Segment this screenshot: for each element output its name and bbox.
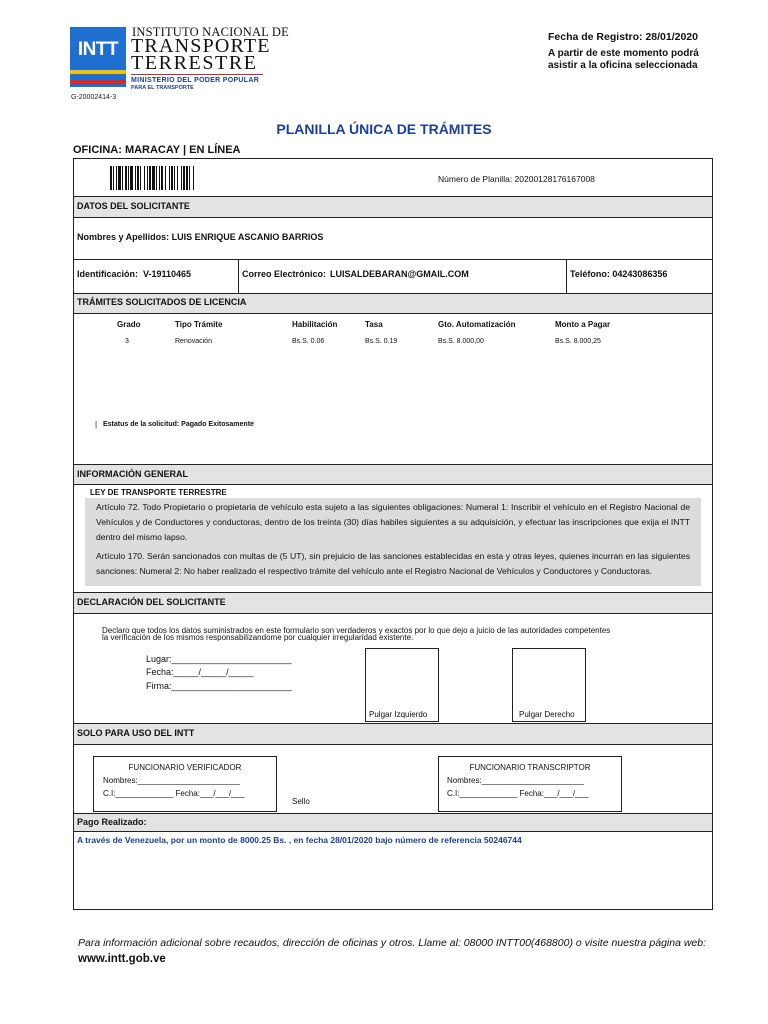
- fecha-field[interactable]: Fecha:_____/_____/_____: [146, 667, 254, 677]
- estatus-separator: |: [95, 420, 98, 429]
- cell-automatizacion: Bs.S. 8.000,00: [438, 338, 484, 345]
- col-habilitacion: Habilitación: [292, 320, 338, 329]
- verificador-nombres: Nombres:_______________________: [103, 776, 241, 785]
- section-tramites: TRÁMITES SOLICITADOS DE LICENCIA: [77, 297, 247, 307]
- aviso-oficina: A partir de este momento podrá asistir a la oficina seleccionada: [548, 48, 699, 71]
- transcriptor-ci-fecha: C.I:_____________ Fecha:___/___/___: [447, 789, 589, 798]
- section-declaracion: DECLARACIÓN DEL SOLICITANTE: [77, 597, 226, 607]
- sello-label: Sello: [292, 797, 310, 806]
- lugar-field[interactable]: Lugar:________________________: [146, 654, 292, 664]
- section-datos-solicitante: DATOS DEL SOLICITANTE: [77, 201, 190, 211]
- section-bar: [74, 814, 712, 831]
- telefono: Teléfono: 04243086356: [570, 269, 668, 279]
- col-tipo-tramite: Tipo Trámite: [175, 320, 223, 329]
- intt-logo-mark: INTT: [70, 27, 126, 87]
- logo-divider: [131, 74, 263, 75]
- fecha-registro: Fecha de Registro: 28/01/2020: [548, 31, 698, 43]
- correo-label: Correo Electrónico:: [242, 269, 327, 279]
- numero-planilla: Número de Planilla: 20200128176167008: [438, 174, 595, 184]
- divider: [73, 831, 713, 832]
- cell-tasa: Bs.S. 0.19: [365, 338, 398, 345]
- legal-text-box: [85, 498, 701, 586]
- funcionario-verificador-box: [93, 756, 277, 812]
- rif-code: G-20002414-3: [71, 94, 117, 101]
- logo-line-2: TRANSPORTE: [131, 35, 271, 57]
- identificacion-label: Identificación:: [77, 269, 139, 279]
- divider: [73, 313, 713, 314]
- declaracion-texto-2: la verificación de los mismos responsabilizandome por cualquier irregularidad existente.: [102, 633, 414, 642]
- section-pago: Pago Realizado:: [77, 817, 147, 827]
- cell-monto: Bs.S. 8.000,25: [555, 338, 601, 345]
- col-grado: Grado: [117, 320, 141, 329]
- logo-line-3: TERRESTRE: [131, 52, 258, 74]
- logo-transporte: PARA EL TRANSPORTE: [131, 85, 194, 91]
- col-monto: Monto a Pagar: [555, 320, 611, 329]
- section-informacion-general: INFORMACIÓN GENERAL: [77, 469, 188, 479]
- divider: [566, 259, 567, 293]
- pago-detalle: A través de Venezuela, por un monto de 8000.25 Bs. , en fecha 28/01/2020 bajo número de referencia 50246744: [77, 835, 522, 845]
- logo-line-1: INSTITUTO NACIONAL DE: [132, 25, 289, 39]
- logo-ministerio: MINISTERIO DEL PODER POPULAR: [131, 77, 260, 84]
- flag-stripes-icon: [70, 70, 126, 86]
- transcriptor-nombres: Nombres:_______________________: [447, 776, 585, 785]
- pulgar-derecho-label: Pulgar Derecho: [519, 710, 575, 719]
- articulo-72: Artículo 72. Todo Propietario o propietaria de vehículo esta sujeto a las siguientes obligaciones: Numeral 1: Inscribir el vehículo en el Registro Nacional de Vehículos y de Conductores y conductoras, dentro de los treinta (30) días habiles siguientes a su adquisición, y efectuar las inscripciones que exija el INTT dentro del mismo lapso.: [96, 502, 690, 542]
- declaracion-texto-1: Declaro que todos los datos suministrados en este formulario son verdaderos y exactos por lo que dejo a juicio de las autoridades competentes: [102, 626, 611, 635]
- verificador-ci-fecha: C.I:_____________ Fecha:___/___/___: [103, 789, 245, 798]
- verificador-title: FUNCIONARIO VERIFICADOR: [128, 763, 242, 772]
- cell-grado: 3: [125, 338, 129, 345]
- website-link[interactable]: www.intt.gob.ve: [78, 953, 166, 965]
- section-uso-intt: SOLO PARA USO DEL INTT: [77, 728, 195, 738]
- divider: [73, 484, 713, 485]
- footer-info: Para información adicional sobre recaudos, dirección de oficinas y otros. Llame al: 08000 INTT00(468800) o visite nuestra página web:: [78, 937, 707, 949]
- firma-field[interactable]: Firma:________________________: [146, 681, 292, 691]
- oficina-label: OFICINA: MARACAY | EN LÍNEA: [73, 144, 241, 156]
- correo-value: LUISALDEBARAN@GMAIL.COM: [330, 269, 469, 279]
- articulo-170: Artículo 170. Serán sancionados con multas de (5 UT), sin prejuicio de las sanciones establecidas en esta y otras leyes, quienes incurran en las siguientes sanciones: Numeral 2: No haber realizado el respectivo trámite del vehículo ante el Registro Nacional de Vehículos y Conductores y Conductoras.: [96, 551, 690, 576]
- divider: [73, 259, 713, 260]
- transcriptor-title: FUNCIONARIO TRANSCRIPTOR: [469, 763, 591, 772]
- estatus-solicitud: Estatus de la solicitud: Pagado Exitosamente: [103, 421, 254, 428]
- barcode-icon: [110, 166, 232, 190]
- cell-tipo-tramite: Renovación: [175, 338, 212, 345]
- divider: [73, 613, 713, 614]
- funcionario-transcriptor-box: [438, 756, 622, 812]
- page-title: PLANILLA ÚNICA DE TRÁMITES: [276, 121, 492, 137]
- cell-habilitacion: Bs.S. 0.06: [292, 338, 325, 345]
- identificacion-value: V-19110465: [143, 269, 192, 279]
- nombres-apellidos: Nombres y Apellidos: LUIS ENRIQUE ASCANIO BARRIOS: [77, 232, 324, 242]
- col-tasa: Tasa: [365, 320, 383, 329]
- pulgar-izquierdo-label: Pulgar Izquierdo: [369, 710, 428, 719]
- divider: [238, 259, 239, 293]
- divider: [73, 217, 713, 218]
- ley-titulo: LEY DE TRANSPORTE TERRESTRE: [90, 488, 227, 497]
- col-automatizacion: Gto. Automatización: [438, 320, 516, 329]
- divider: [73, 744, 713, 745]
